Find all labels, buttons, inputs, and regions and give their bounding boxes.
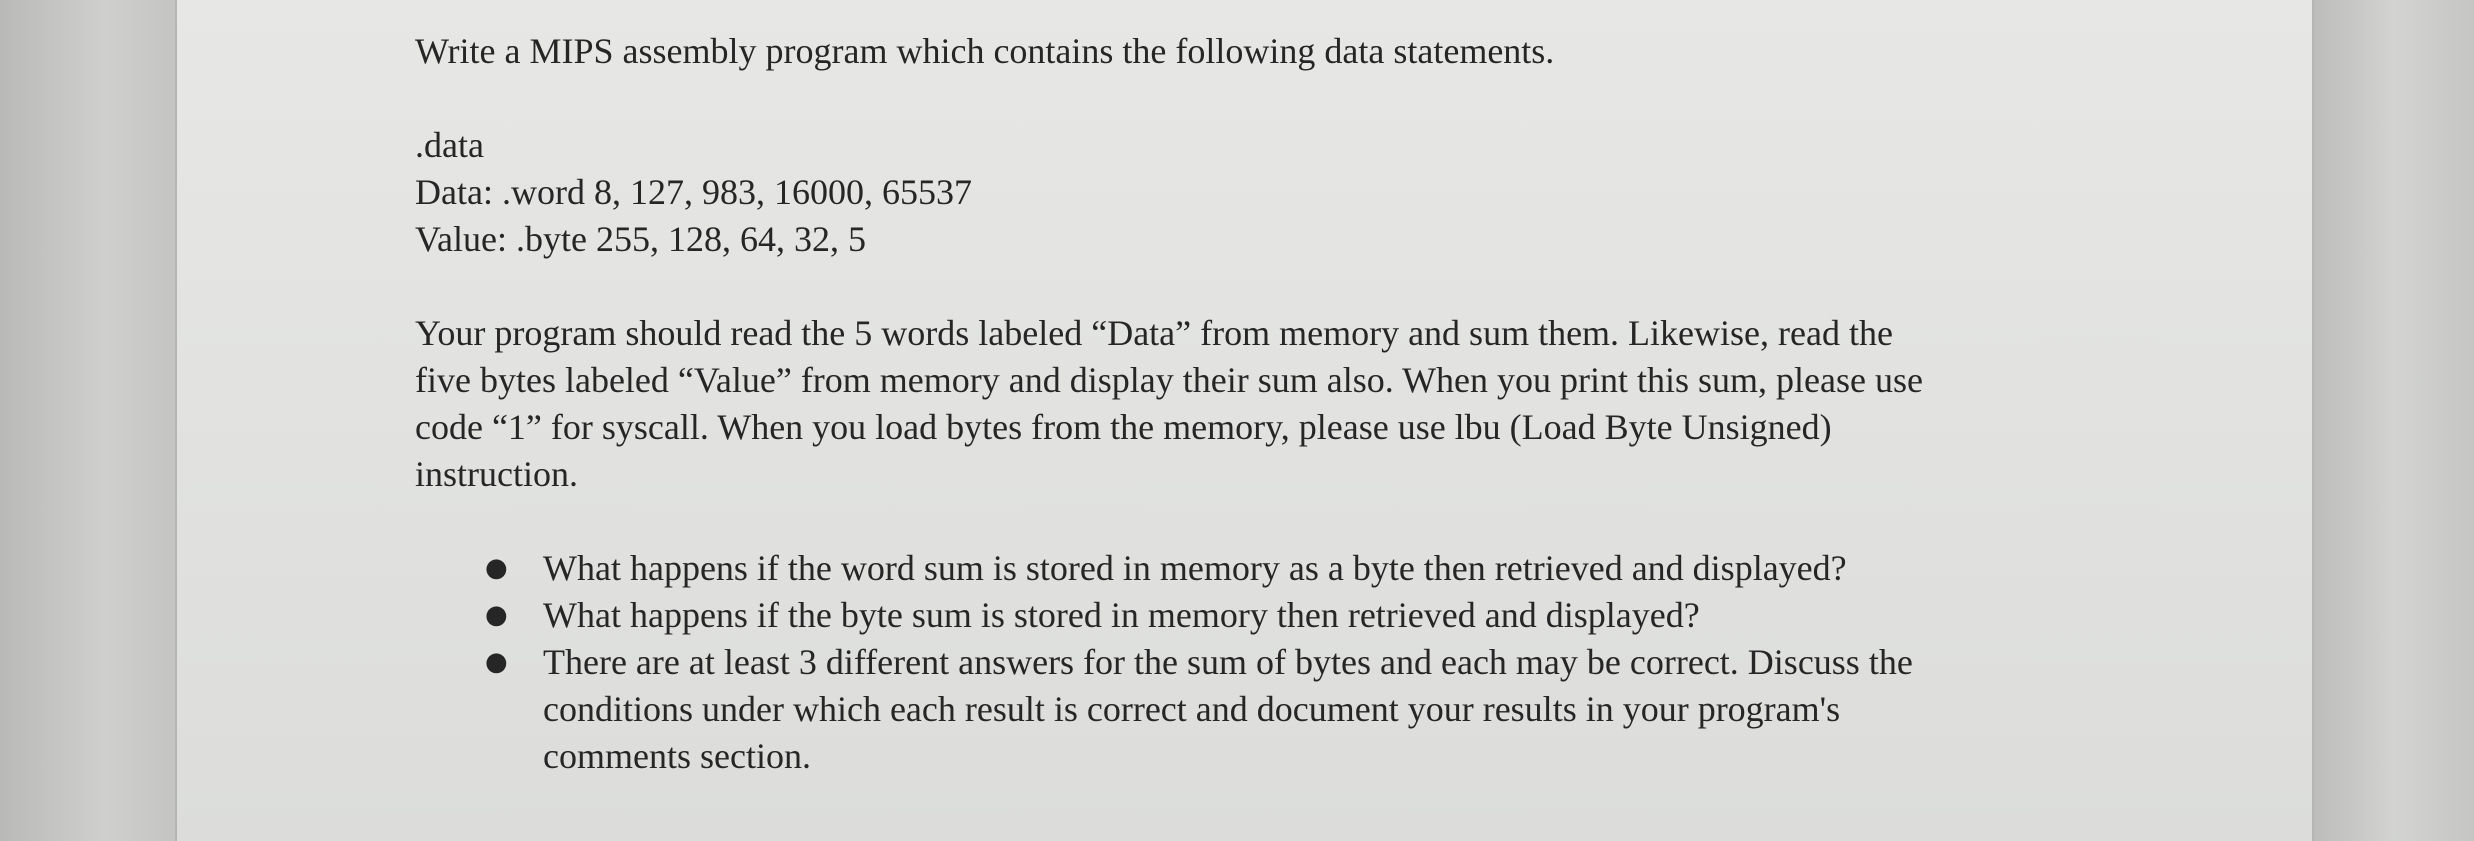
bullet-icon: ● xyxy=(485,553,508,583)
bullet-icon: ● xyxy=(485,600,508,630)
data-word-line: Data: .word 8, 127, 983, 16000, 65537 xyxy=(415,172,972,212)
value-byte-line: Value: .byte 255, 128, 64, 32, 5 xyxy=(415,219,866,259)
question-list xyxy=(415,545,2195,780)
question-text: What happens if the byte sum is stored in memory then retrieved and displayed? xyxy=(543,595,1700,635)
data-statements xyxy=(415,122,2195,263)
data-directive: .data xyxy=(415,125,484,165)
question-item xyxy=(415,592,1983,639)
question-item xyxy=(415,639,1983,780)
instructions-paragraph: Your program should read the 5 words labeled “Data” from memory and sum them. Likewise, read the five bytes labeled “Value” from memory and display their sum also. When you print this sum, please use code “1” for syscall. When you load bytes from the memory, please use lbu (Load Byte Unsigned) instruction. xyxy=(415,313,1923,494)
document-page xyxy=(175,0,2314,841)
document-body xyxy=(415,28,2195,780)
question-item xyxy=(415,545,1983,592)
assignment-intro: Write a MIPS assembly program which contains the following data statements. xyxy=(415,31,1555,71)
question-text: There are at least 3 different answers for the sum of bytes and each may be correct. Discuss the conditions under which each result is correct and document your results in your program's comments section. xyxy=(543,642,1913,776)
question-text: What happens if the word sum is stored in memory as a byte then retrieved and displayed? xyxy=(543,548,1847,588)
monitor-left-edge xyxy=(0,0,175,841)
monitor-right-edge xyxy=(2314,0,2474,841)
bullet-icon: ● xyxy=(485,647,508,677)
